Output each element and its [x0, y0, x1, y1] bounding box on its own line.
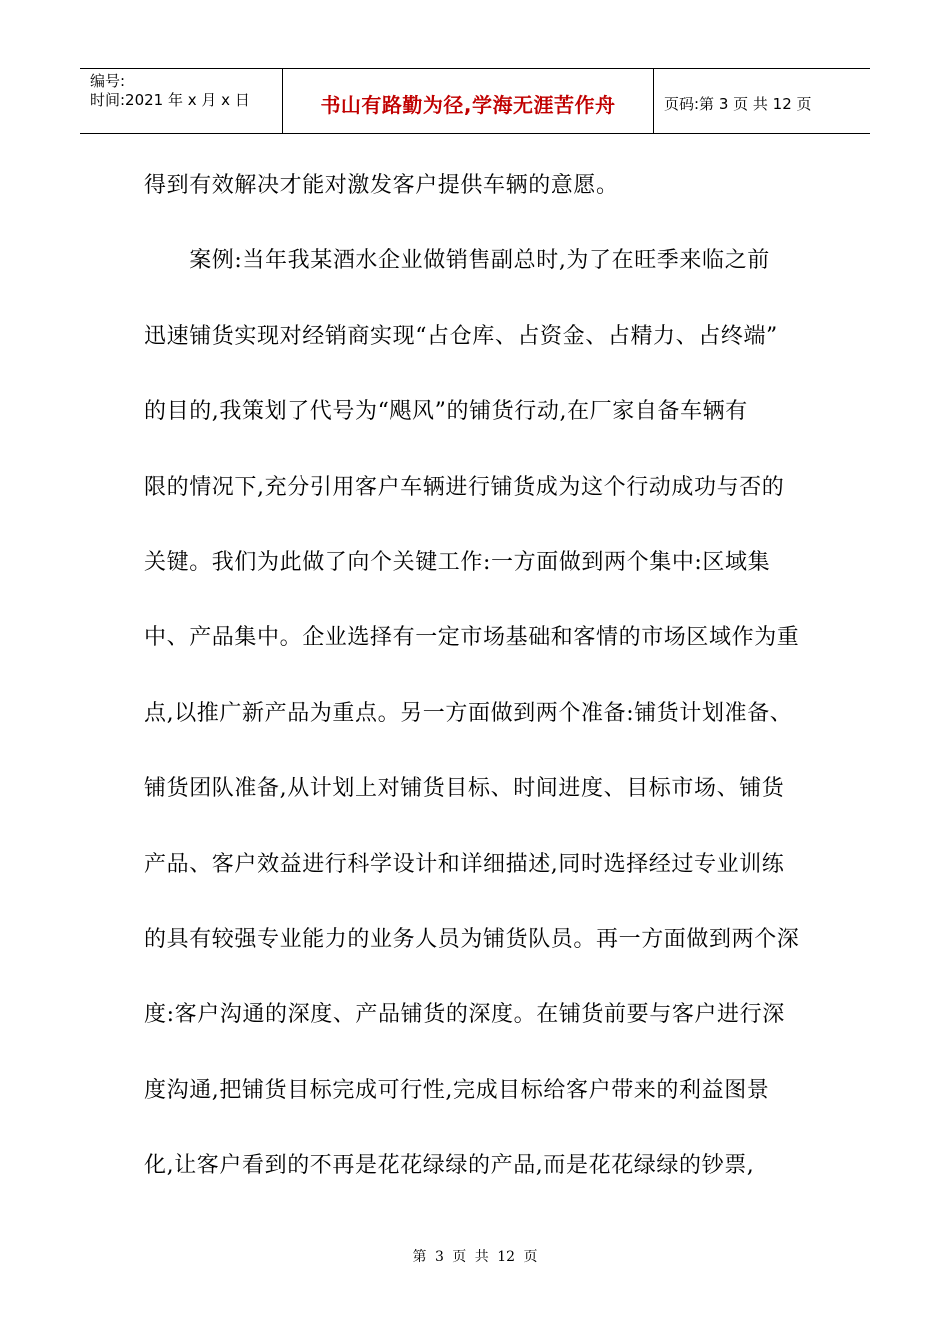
- footer-page-number: 第 3 页 共 12 页: [412, 1249, 538, 1265]
- body-line: 得到有效解决才能对激发客户提供车辆的意愿。: [144, 173, 619, 198]
- body-line: 产品、客户效益进行科学设计和详细描述,同时选择经过专业训练: [144, 851, 785, 877]
- document-number-label: 编号:: [90, 72, 126, 90]
- header-motto-cell: [282, 69, 654, 133]
- body-line: 的具有较强专业能力的业务人员为铺货队员。再一方面做到两个深: [144, 926, 800, 952]
- body-line: 中、产品集中。企业选择有一定市场基础和客情的市场区域作为重: [144, 625, 800, 651]
- body-line: 案例:当年我某酒水企业做销售副总时,为了在旺季来临之前: [144, 248, 770, 274]
- body-line: 迅速铺货实现对经销商实现“占仓库、占资金、占精力、占终端”: [144, 323, 778, 349]
- document-body: [144, 166, 834, 1221]
- body-line: 限的情况下,充分引用客户车辆进行铺货成为这个行动成功与否的: [144, 474, 785, 500]
- header-motto: 书山有路勤为径,学海无涯苦作舟: [320, 92, 616, 117]
- header-page-code: 页码:第 3 页 共 12 页: [664, 94, 812, 113]
- body-line: 关键。我们为此做了向个关键工作:一方面做到两个集中:区域集: [144, 549, 771, 575]
- header-page-code-cell: [654, 69, 870, 133]
- body-line: 化,让客户看到的不再是花花绿绿的产品,而是花花绿绿的钞票,: [144, 1153, 755, 1179]
- body-line: 点,以推广新产品为重点。另一方面做到两个准备:铺货计划准备、: [144, 700, 793, 726]
- body-line: 的目的,我策划了代号为“飓风”的铺货行动,在厂家自备车辆有: [144, 399, 748, 425]
- body-line: 度:客户沟通的深度、产品铺货的深度。在铺货前要与客户进行深: [144, 1002, 785, 1028]
- document-date: 时间:2021 年 x 月 x 日: [90, 91, 250, 109]
- body-line: 度沟通,把铺货目标完成可行性,完成目标给客户带来的利益图景: [144, 1077, 770, 1103]
- page-header: [80, 68, 870, 134]
- page-footer: [0, 1246, 950, 1266]
- header-info: [80, 69, 282, 133]
- body-line: 铺货团队准备,从计划上对铺货目标、时间进度、目标市场、铺货: [144, 776, 785, 802]
